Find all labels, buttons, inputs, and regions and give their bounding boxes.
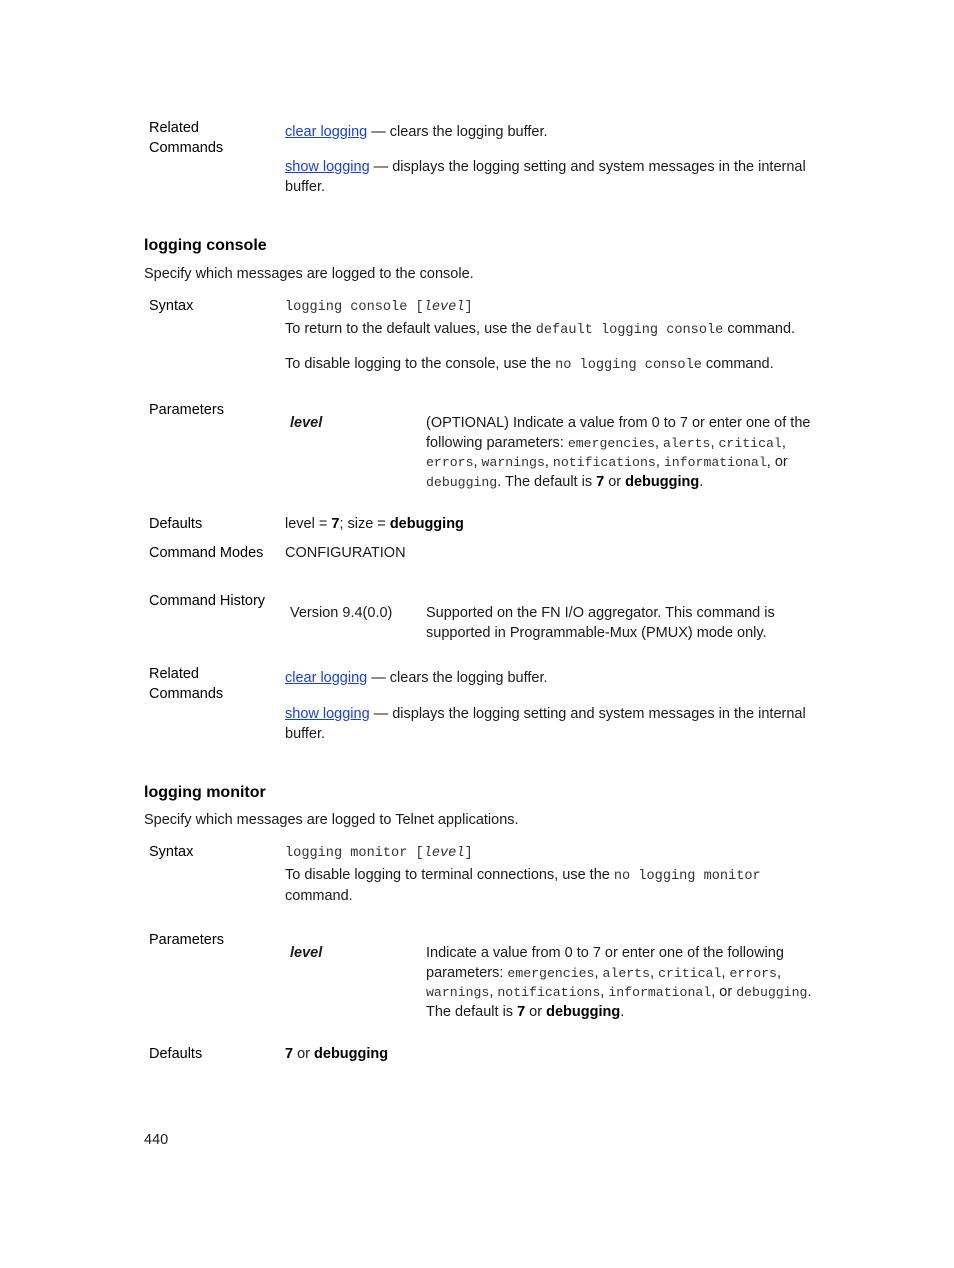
syntax-note-default: To return to the default values, use the default logging console command.: [285, 321, 796, 338]
related-show-row: [285, 158, 825, 197]
command-modes-value: CONFIGURATION: [285, 545, 406, 561]
syntax-label: Syntax: [149, 298, 194, 314]
command-modes-label: Command Modes: [149, 545, 264, 561]
history-version: Version 9.4(0.0): [290, 605, 393, 621]
syntax-command: logging console [level]: [285, 300, 473, 315]
defaults-label: Defaults: [149, 516, 203, 532]
show-logging-desc: — displays the logging setting and system messages in the internal buffer.: [285, 159, 806, 195]
show-logging-link[interactable]: show logging: [285, 159, 370, 175]
parameters-label: Parameters: [149, 932, 224, 948]
command-history-label: Command History: [149, 593, 266, 609]
clear-logging-link[interactable]: clear logging: [285, 670, 368, 686]
section-title: logging monitor: [144, 784, 266, 801]
show-logging-link[interactable]: show logging: [285, 706, 370, 722]
related-clear-row: clear logging — clears the logging buffer.: [285, 670, 548, 686]
param-description: (OPTIONAL) Indicate a value from 0 to 7 or enter one of the following parameters: emergencies, alerts, critical, errors, warnings, notifications, informational, or debugging. The default is 7 or debugging.: [426, 415, 811, 490]
param-name: level: [290, 415, 323, 431]
section-description: Specify which messages are logged to Telnet applications.: [144, 812, 519, 828]
parameters-label: Parameters: [149, 402, 224, 418]
related-commands-label: Related Commands: [149, 120, 224, 156]
related-show-row: show logging — displays the logging setting and system messages in the internal buffer.: [285, 706, 806, 742]
syntax-command: logging monitor [level]: [285, 846, 473, 861]
defaults-value: 7 or debugging: [285, 1046, 389, 1062]
syntax-label: Syntax: [149, 844, 194, 860]
param-name: level: [290, 945, 323, 961]
clear-logging-link[interactable]: clear logging: [285, 124, 368, 140]
section-description: Specify which messages are logged to the console.: [144, 266, 474, 282]
param-description: Indicate a value from 0 to 7 or enter one of the following parameters: emergencies, alerts, critical, errors, warnings, notifications, informational, or debugging. The default is 7 or debugging.: [426, 945, 812, 1020]
page-number: 440: [144, 1132, 169, 1148]
related-commands-label: Related Commands: [149, 666, 224, 702]
defaults-value: level = 7; size = debugging: [285, 516, 464, 532]
clear-logging-desc: — clears the logging buffer.: [367, 124, 548, 140]
syntax-note-disable: To disable logging to terminal connections, use the no logging monitor command.: [285, 867, 761, 904]
section-title: logging console: [144, 237, 267, 254]
defaults-label: Defaults: [149, 1046, 203, 1062]
related-clear-row: [285, 123, 825, 143]
syntax-note-disable: To disable logging to the console, use the no logging console command.: [285, 356, 774, 373]
history-description: Supported on the FN I/O aggregator. This command is supported in Programmable-Mux (PMUX) mode only.: [426, 605, 775, 641]
